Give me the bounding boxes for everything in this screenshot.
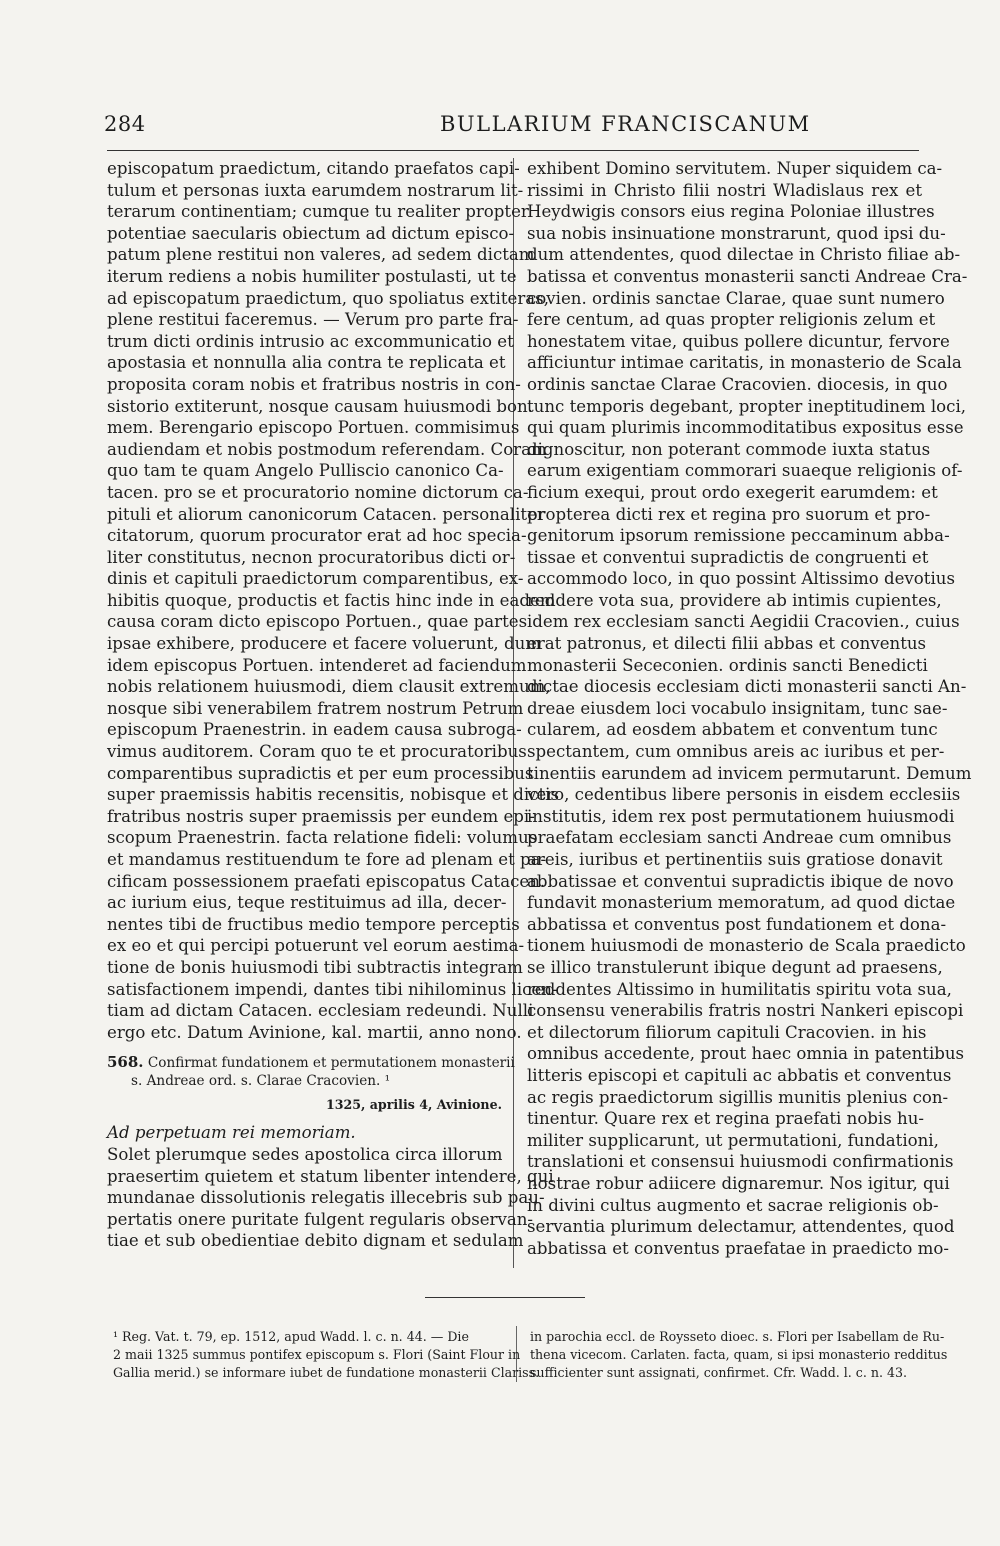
text-line: tissae et conventui supradictis de congruenti et — [527, 547, 929, 567]
text-line: fere centum, ad quas propter religionis zelum et — [527, 310, 936, 330]
text-line: erat patronus, et dilecti filii abbas et conventus — [527, 634, 927, 654]
text-line: monasterii Sececonien. ordinis sancti Benedicti — [527, 655, 928, 675]
text-line: praefatam ecclesiam sancti Andreae cum omnibus — [527, 828, 952, 848]
text-line: episcopum Praenestrin. in eadem causa subroga- — [107, 720, 522, 740]
text-line: potentiae saecularis obiectum ad dictum episco- — [107, 223, 515, 243]
text-line: earum exigentiam commorari suaeque religionis of- — [527, 461, 963, 481]
text-line: qui quam plurimis incommoditatibus expositus esse — [527, 418, 964, 438]
text-line: praesertim quietem et statum libenter intendere, qui — [107, 1166, 554, 1186]
text-line: dum attendentes, quod dilectae in Christo filiae ab- — [527, 245, 961, 265]
text-line: dinis et capituli praedictorum comparentibus, ex- — [107, 569, 524, 589]
footnote-rule — [425, 1297, 585, 1298]
text-line: dignoscitur, non poterant commode iuxta status — [527, 439, 931, 459]
entry-date: 1325, aprilis 4, Avinione. — [325, 1097, 502, 1113]
text-line: mundanae dissolutionis relegatis illecebris sub pau- — [107, 1188, 545, 1208]
entry-summary-text: Confirmat fundationem et permutationem monasterii — [143, 1055, 515, 1072]
text-line: tione de bonis huiusmodi tibi subtractis integram — [107, 957, 523, 977]
text-line: liter constitutus, necnon procuratoribus dicti or- — [107, 547, 516, 567]
left-column — [107, 158, 559, 1252]
footnote-line: 2 maii 1325 summus pontifex episcopum s. Flori (Saint Flour in — [113, 1347, 521, 1362]
text-line: ex eo et qui percipi potuerunt vel eorum aestima- — [107, 936, 525, 956]
text-line: scopum Praenestrin. facta relatione fideli: volumus — [107, 828, 538, 848]
text-line: causa coram dicto episcopo Portuen., quae partes — [107, 612, 528, 632]
text-line: et mandamus restituendum te fore ad plenam et pa- — [107, 850, 547, 869]
text-line: pertatis onere puritate fulgent regularis observan- — [107, 1209, 534, 1229]
text-line: ordinis sanctae Clarae Cracovien. diocesis, in quo — [527, 374, 948, 394]
text-line: ergo etc. Datum Avinione, kal. martii, anno nono. — [107, 1022, 522, 1042]
text-line: comparentibus supradictis et per eum processibus — [107, 763, 534, 783]
text-line: translationi et consensui huiusmodi confirmationis — [527, 1152, 954, 1172]
text-line: iterum rediens a nobis humiliter postulasti, ut te — [107, 266, 517, 286]
text-line: nostrae robur adiicere dignaremur. Nos igitur, qui — [527, 1173, 950, 1193]
text-line: areis, iuribus et pertinentiis suis gratiose donavit — [527, 850, 943, 869]
left-column-text — [107, 158, 559, 1043]
text-line: apostasia et nonnulla alia contra te replicata et — [107, 353, 506, 373]
text-line: vero, cedentibus libere personis in eisdem ecclesiis — [527, 785, 961, 805]
page-number: 284 — [104, 112, 146, 136]
footnote-right — [530, 1328, 948, 1382]
text-line: Heydwigis consors eius regina Poloniae illustres — [527, 202, 935, 222]
text-line: tinentur. Quare rex et regina praefati nobis hu- — [527, 1109, 925, 1129]
text-line: citatorum, quorum procurator erat ad hoc specia- — [107, 526, 527, 546]
text-line: dreae eiusdem loci vocabulo insignitam, tunc sae- — [527, 698, 948, 718]
text-line: ipsae exhibere, producere et facere voluerunt, dum — [107, 634, 542, 654]
text-line: et dilectorum filiorum capituli Cracovien. in his — [527, 1022, 927, 1042]
entry-summary-line — [107, 1053, 515, 1072]
text-line: nentes tibi de fructibus medio tempore perceptis — [107, 914, 520, 934]
text-line: tacen. pro se et procuratorio nomine dictorum ca- — [107, 482, 529, 502]
text-line: episcopatum praedictum, citando praefatos capi- — [107, 159, 520, 178]
text-line: in divini cultus augmento et sacrae religionis ob- — [527, 1195, 939, 1215]
text-line: genitorum ipsorum remissione peccaminum abba- — [527, 526, 950, 546]
text-line: ad episcopatum praedictum, quo spoliatus extiteras, — [107, 288, 549, 308]
text-line: tinentiis earundem ad invicem permutarunt. Demum — [527, 763, 972, 783]
text-line: terarum continentiam; cumque tu realiter propter — [107, 202, 529, 222]
text-line: honestatem vitae, quibus pollere dicuntur, fervore — [527, 331, 950, 351]
text-line: satisfactionem impendi, dantes tibi nihilominus licen- — [107, 979, 558, 999]
entry-number: 568. — [107, 1053, 144, 1072]
text-line: tulum et personas iuxta earumdem nostrarum lit- — [107, 180, 524, 200]
text-line: trum dicti ordinis intrusio ac excommunicatio et — [107, 331, 514, 351]
text-line: se illico transtulerunt ibique degunt ad praesens, — [527, 957, 943, 977]
text-line: rissimi in Christo filii nostri Wladislaus rex et — [527, 180, 922, 200]
text-line: cificam possessionem praefati episcopatus Catacen. — [107, 871, 546, 891]
text-line: hibitis quoque, productis et factis hinc inde in eadem — [107, 590, 556, 610]
page-header — [100, 112, 920, 142]
entry-summary-line-2: s. Andreae ord. s. Clarae Cracovien. ¹ — [131, 1073, 391, 1090]
right-column — [527, 158, 972, 1259]
text-line: afficiuntur intimae caritatis, in monasterio de Scala — [527, 353, 962, 373]
text-line: ac iurium eius, teque restituimus ad illa, decer- — [107, 893, 507, 913]
footnote-line: in parochia eccl. de Roysseto dioec. s. Flori per Isabellam de Ru- — [530, 1329, 945, 1344]
text-line: exhibent Domino servitutem. Nuper siquidem ca- — [527, 159, 943, 178]
text-line: pituli et aliorum canonicorum Catacen. personaliter — [107, 504, 545, 524]
running-title: BULLARIUM FRANCISCANUM — [440, 112, 811, 136]
text-line: abbatissae et conventui supradictis ibique de novo — [527, 871, 954, 891]
text-line: tunc temporis degebant, propter ineptitudinem loci, — [527, 396, 967, 416]
text-line: tiam ad dictam Catacen. ecclesiam redeundi. Nulli — [107, 1001, 534, 1021]
text-line: litteris episcopi et capituli ac abbatis et conventus — [527, 1065, 952, 1085]
text-line: dictae diocesis ecclesiam dicti monasterii sancti An- — [527, 677, 967, 697]
text-line: consensu venerabilis fratris nostri Nankeri episcopi — [527, 1001, 964, 1021]
text-line: idem rex ecclesiam sancti Aegidii Cracovien., cuius — [527, 612, 960, 632]
text-line: patum plene restitui non valeres, ad sedem dictam — [107, 245, 535, 265]
text-line: covien. ordinis sanctae Clarae, quae sunt numero — [527, 288, 945, 308]
text-line: quo tam te quam Angelo Pulliscio canonico Ca- — [107, 461, 504, 481]
text-line: militer supplicarunt, ut permutationi, fundationi, — [527, 1130, 939, 1150]
text-line: batissa et conventus monasterii sancti Andreae Cra- — [527, 266, 968, 286]
text-line: fundavit monasterium memoratum, ad quod dictae — [527, 893, 956, 913]
text-line: plene restitui faceremus. — Verum pro parte fra- — [107, 310, 519, 330]
text-line: ac regis praedictorum sigillis munitis plenius con- — [527, 1087, 949, 1107]
text-line: omnibus accedente, prout haec omnia in patentibus — [527, 1044, 965, 1064]
text-line: vimus auditorem. Coram quo te et procuratoribus — [107, 742, 527, 762]
text-line: servantia plurimum delectamur, attendentes, quod — [527, 1217, 955, 1237]
footnote-line: thena vicecom. Carlaten. facta, quam, si ipsi monasterio redditus — [530, 1347, 948, 1362]
text-line: super praemissis habitis recensitis, nobisque et dictis — [107, 785, 559, 805]
text-line: abbatissa et conventus praefatae in praedicto mo- — [527, 1238, 949, 1258]
text-line: nosque sibi venerabilem fratrem nostrum Petrum — [107, 698, 524, 718]
salutation: Ad perpetuam rei memoriam. — [107, 1123, 356, 1143]
footnote-line: Gallia merid.) se informare iubet de fundatione monasterii Clariss. — [113, 1365, 540, 1380]
header-rule — [107, 150, 919, 151]
text-line: fratribus nostris super praemissis per eundem epi- — [107, 806, 535, 826]
right-column-text — [527, 158, 972, 1259]
text-line: propterea dicti rex et regina pro suorum et pro- — [527, 504, 931, 524]
text-line: Solet plerumque sedes apostolica circa illorum — [107, 1144, 503, 1164]
entry-heading — [107, 1053, 515, 1114]
text-line: abbatissa et conventus post fundationem et dona- — [527, 914, 947, 934]
text-line: proposita coram nobis et fratribus nostris in con- — [107, 374, 521, 394]
text-line: mem. Berengario episcopo Portuen. commisimus — [107, 418, 520, 438]
text-line: spectantem, cum omnibus areis ac iuribus et per- — [527, 742, 945, 762]
text-line: tionem huiusmodi de monasterio de Scala praedicto — [527, 936, 966, 956]
text-line: nobis relationem huiusmodi, diem clausit extremum, — [107, 677, 551, 697]
text-line: audiendam et nobis postmodum referendam. Coram — [107, 439, 547, 459]
text-line: ficium exequi, prout ordo exegerit earumdem: et — [527, 482, 938, 502]
text-line: tiae et sub obedientiae debito dignam et sedulam — [107, 1231, 524, 1251]
text-line: sua nobis insinuatione monstrarunt, quod ipsi du- — [527, 223, 946, 243]
text-line: cularem, ad eosdem abbatem et conventum tunc — [527, 720, 938, 740]
entry-body-text — [107, 1144, 554, 1252]
text-line: reddere vota sua, providere ab intimis cupientes, — [527, 590, 942, 610]
text-line: institutis, idem rex post permutationem huiusmodi — [527, 806, 955, 826]
footnote-line: sufficienter sunt assignati, confirmet. Cfr. Wadd. l. c. n. 43. — [530, 1365, 908, 1380]
text-line: reddentes Altissimo in humilitatis spiritu vota sua, — [527, 979, 952, 999]
footnote-line: ¹ Reg. Vat. t. 79, ep. 1512, apud Wadd. l. c. n. 44. — Die — [113, 1329, 469, 1344]
text-line: idem episcopus Portuen. intenderet ad faciendum — [107, 655, 527, 675]
footnote-left — [113, 1328, 540, 1382]
text-line: sistorio extiterunt, nosque causam huiusmodi bon. — [107, 396, 533, 416]
text-line: accommodo loco, in quo possint Altissimo devotius — [527, 569, 955, 589]
